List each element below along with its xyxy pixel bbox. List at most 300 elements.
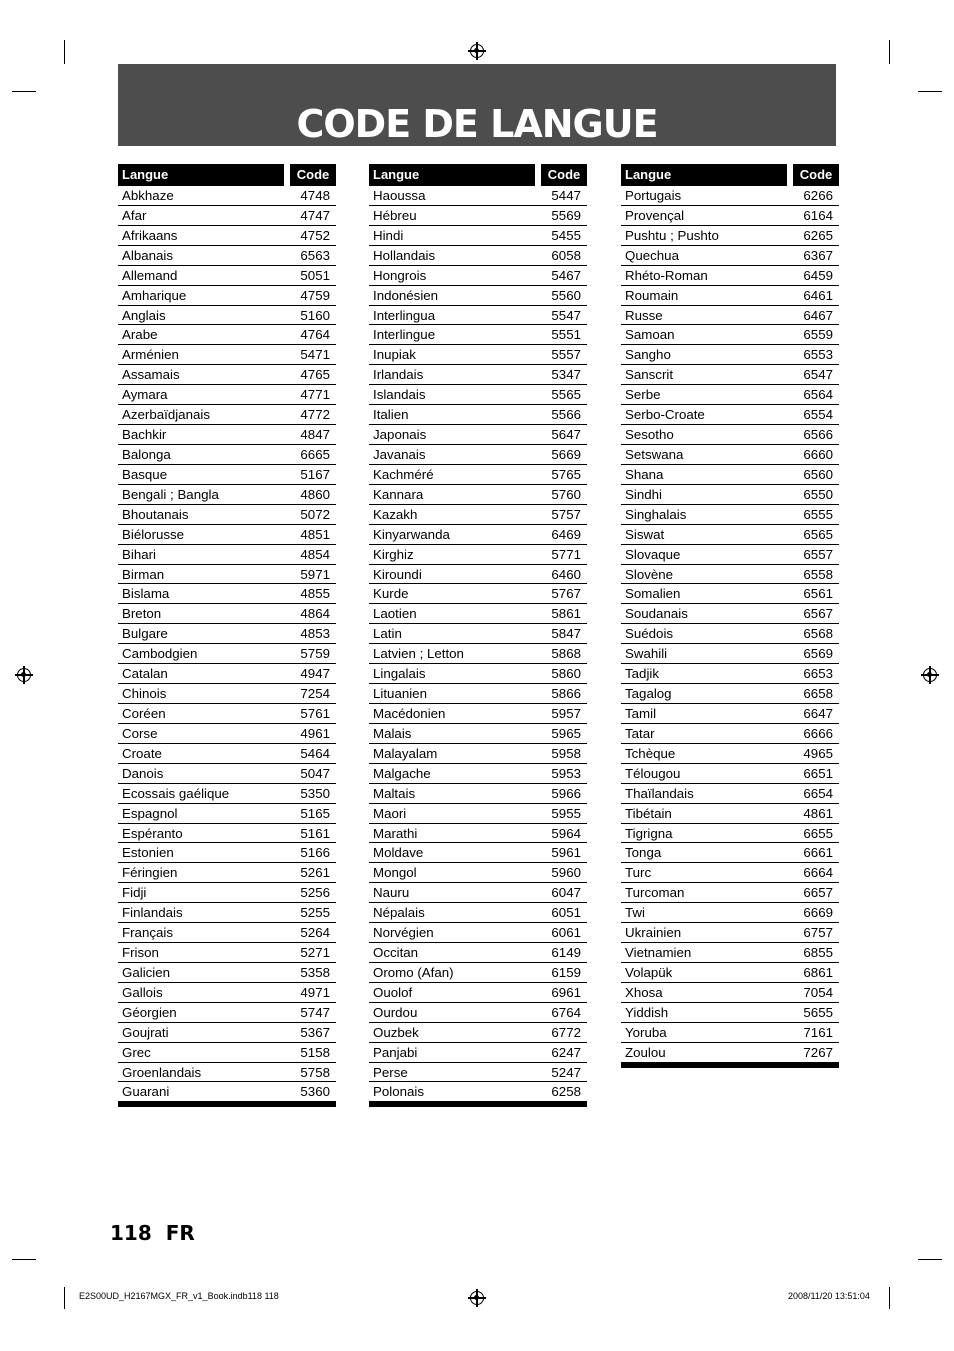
table-row xyxy=(369,664,587,684)
language-name: Tibétain xyxy=(625,805,672,821)
table-row xyxy=(369,325,587,345)
table-row xyxy=(118,286,336,306)
table-row xyxy=(118,226,336,246)
language-name: Yiddish xyxy=(625,1004,669,1020)
language-code: 5771 xyxy=(551,546,581,562)
language-name: Latvien ; Letton xyxy=(373,646,464,662)
crop-mark xyxy=(918,91,942,92)
language-name: Maori xyxy=(373,805,407,821)
language-code: 6558 xyxy=(803,566,833,582)
language-name: Cambodgien xyxy=(122,646,198,662)
language-name: Breton xyxy=(122,606,162,622)
table-row xyxy=(118,704,336,724)
language-name: Allemand xyxy=(122,267,178,283)
language-code: 4855 xyxy=(300,586,330,602)
language-code: 5271 xyxy=(300,945,330,961)
language-code: 6467 xyxy=(803,307,833,323)
table-row xyxy=(621,565,839,585)
table-row xyxy=(369,804,587,824)
registration-mark-icon xyxy=(17,668,31,682)
language-code: 7161 xyxy=(803,1024,833,1040)
language-name: Tatar xyxy=(625,725,655,741)
table-row xyxy=(621,405,839,425)
language-code: 5360 xyxy=(300,1084,330,1100)
language-code: 5347 xyxy=(551,367,581,383)
table-row xyxy=(621,624,839,644)
language-code: 5264 xyxy=(300,925,330,941)
language-code: 4961 xyxy=(300,725,330,741)
table-row xyxy=(369,843,587,863)
table-row xyxy=(621,226,839,246)
table-row xyxy=(118,565,336,585)
language-code: 5358 xyxy=(300,964,330,980)
language-code: 6764 xyxy=(551,1004,581,1020)
table-row xyxy=(369,565,587,585)
table-row xyxy=(369,584,587,604)
language-code: 5047 xyxy=(300,765,330,781)
table-row xyxy=(369,604,587,624)
language-code: 5958 xyxy=(551,745,581,761)
language-code: 5758 xyxy=(300,1064,330,1080)
language-name: Turc xyxy=(625,865,652,881)
language-name: Setswana xyxy=(625,446,684,462)
language-code: 4747 xyxy=(300,207,330,223)
language-name: Quechua xyxy=(625,247,679,263)
language-code: 5765 xyxy=(551,466,581,482)
language-code: 5261 xyxy=(300,865,330,881)
language-code: 6658 xyxy=(803,686,833,702)
table-row xyxy=(369,286,587,306)
footer-file-info: E2S00UD_H2167MGX_FR_v1_Book.indb118 118 xyxy=(79,1291,279,1301)
language-name: Suédois xyxy=(625,626,674,642)
language-code: 6051 xyxy=(551,905,581,921)
language-name: Finlandais xyxy=(122,905,183,921)
language-code: 5966 xyxy=(551,785,581,801)
language-name: Yoruba xyxy=(625,1024,667,1040)
table-row xyxy=(369,226,587,246)
page-language: FR xyxy=(165,1221,195,1245)
table-row xyxy=(118,545,336,565)
language-code: 5757 xyxy=(551,506,581,522)
language-name: Afar xyxy=(122,207,147,223)
language-name: Kachméré xyxy=(373,466,434,482)
language-code: 5447 xyxy=(551,188,581,203)
language-code: 4752 xyxy=(300,227,330,243)
language-code: 6757 xyxy=(803,925,833,941)
language-name: Xhosa xyxy=(625,984,663,1000)
language-name: Anglais xyxy=(122,307,166,323)
table-row xyxy=(118,963,336,983)
header-langue: Langue xyxy=(621,164,787,186)
language-code: 6164 xyxy=(803,207,833,223)
language-name: Irlandais xyxy=(373,367,424,383)
language-name: Javanais xyxy=(373,446,426,462)
language-name: Macédonien xyxy=(373,705,446,721)
table-row xyxy=(118,724,336,744)
table-end-bar xyxy=(118,1102,336,1107)
table-row xyxy=(621,684,839,704)
language-code: 4772 xyxy=(300,407,330,423)
table-row xyxy=(621,744,839,764)
language-name: Abkhaze xyxy=(122,188,174,203)
table-row xyxy=(621,843,839,863)
table-row xyxy=(118,604,336,624)
language-code: 6555 xyxy=(803,506,833,522)
table-row xyxy=(621,804,839,824)
crop-mark xyxy=(889,1287,890,1309)
language-code: 5866 xyxy=(551,686,581,702)
language-name: Kirghiz xyxy=(373,546,414,562)
language-name: Oromo (Afan) xyxy=(373,964,454,980)
language-name: Hébreu xyxy=(373,207,417,223)
language-name: Guarani xyxy=(122,1084,170,1100)
language-code: 5569 xyxy=(551,207,581,223)
language-name: Tamil xyxy=(625,705,657,721)
language-name: Sangho xyxy=(625,347,671,363)
language-name: Hollandais xyxy=(373,247,436,263)
language-name: Tchèque xyxy=(625,745,676,761)
header-code: Code xyxy=(541,164,587,186)
language-name: Provençal xyxy=(625,207,685,223)
language-code: 5861 xyxy=(551,606,581,622)
language-name: Malayalam xyxy=(373,745,438,761)
table-row xyxy=(369,824,587,844)
language-name: Espéranto xyxy=(122,825,183,841)
language-name: Twi xyxy=(625,905,645,921)
table-row xyxy=(621,704,839,724)
table-row xyxy=(118,525,336,545)
table-row xyxy=(369,385,587,405)
language-name: Swahili xyxy=(625,646,668,662)
language-name: Bachkir xyxy=(122,427,167,443)
table-row xyxy=(369,1063,587,1083)
table-row xyxy=(369,246,587,266)
language-code: 6149 xyxy=(551,945,581,961)
table-row xyxy=(369,624,587,644)
table-header xyxy=(369,164,587,186)
language-name: Serbe xyxy=(625,387,661,403)
language-name: Amharique xyxy=(122,287,187,303)
language-code: 6564 xyxy=(803,387,833,403)
language-code: 5464 xyxy=(300,745,330,761)
table-row xyxy=(621,286,839,306)
table-row xyxy=(621,824,839,844)
table-row xyxy=(369,345,587,365)
language-code: 6561 xyxy=(803,586,833,602)
page-title: CODE DE LANGUE xyxy=(296,102,658,146)
language-code: 6554 xyxy=(803,407,833,423)
language-name: Interlingue xyxy=(373,327,436,343)
table-row xyxy=(621,883,839,903)
language-name: Catalan xyxy=(122,666,168,682)
language-name: Danois xyxy=(122,765,164,781)
table-header xyxy=(621,164,839,186)
language-name: Inupiak xyxy=(373,347,416,363)
language-code: 4853 xyxy=(300,626,330,642)
language-code: 5161 xyxy=(300,825,330,841)
language-name: Birman xyxy=(122,566,165,582)
table-row xyxy=(369,485,587,505)
table-row xyxy=(369,903,587,923)
table-row xyxy=(118,345,336,365)
header-langue: Langue xyxy=(118,164,284,186)
language-name: Azerbaïdjanais xyxy=(122,407,210,423)
language-code: 5566 xyxy=(551,407,581,423)
table-row xyxy=(621,465,839,485)
language-name: Islandais xyxy=(373,387,426,403)
table-row xyxy=(369,744,587,764)
table-row xyxy=(118,465,336,485)
table-row xyxy=(118,923,336,943)
language-name: Haoussa xyxy=(373,188,426,203)
language-code: 6660 xyxy=(803,446,833,462)
language-name: Tagalog xyxy=(625,686,672,702)
language-name: Frison xyxy=(122,945,159,961)
language-code: 6469 xyxy=(551,526,581,542)
table-row xyxy=(621,1043,839,1063)
table-row xyxy=(118,824,336,844)
language-code: 4971 xyxy=(300,984,330,1000)
table-row xyxy=(621,1023,839,1043)
table-row xyxy=(118,943,336,963)
table-row xyxy=(621,963,839,983)
table-end-bar xyxy=(369,1102,587,1107)
language-name: Afrikaans xyxy=(122,227,178,243)
table-row xyxy=(621,923,839,943)
language-name: Assamais xyxy=(122,367,180,383)
language-code: 6657 xyxy=(803,885,833,901)
table-row xyxy=(621,525,839,545)
language-name: Siswat xyxy=(625,526,665,542)
crop-mark xyxy=(12,91,36,92)
language-name: Biélorusse xyxy=(122,526,185,542)
language-code: 6565 xyxy=(803,526,833,542)
language-code: 6651 xyxy=(803,765,833,781)
language-table-3 xyxy=(621,164,839,1068)
language-code: 5961 xyxy=(551,845,581,861)
language-code: 5166 xyxy=(300,845,330,861)
language-code: 6861 xyxy=(803,964,833,980)
language-name: Lingalais xyxy=(373,666,426,682)
table-row xyxy=(621,1003,839,1023)
language-name: Bulgare xyxy=(122,626,168,642)
table-row xyxy=(369,266,587,286)
table-row xyxy=(118,385,336,405)
language-code: 5565 xyxy=(551,387,581,403)
table-row xyxy=(118,266,336,286)
language-name: Roumain xyxy=(625,287,679,303)
language-name: Hindi xyxy=(373,227,404,243)
language-code: 5669 xyxy=(551,446,581,462)
language-code: 6559 xyxy=(803,327,833,343)
table-row xyxy=(621,385,839,405)
language-code: 5051 xyxy=(300,267,330,283)
table-row xyxy=(369,863,587,883)
table-row xyxy=(621,186,839,206)
language-code: 5964 xyxy=(551,825,581,841)
language-name: Singhalais xyxy=(625,506,687,522)
language-name: Balonga xyxy=(122,446,171,462)
language-name: Basque xyxy=(122,466,168,482)
table-row xyxy=(118,804,336,824)
table-row xyxy=(621,983,839,1003)
language-name: Sesotho xyxy=(625,427,674,443)
language-code: 5072 xyxy=(300,506,330,522)
language-code: 6547 xyxy=(803,367,833,383)
table-row xyxy=(118,505,336,525)
language-name: Ukrainien xyxy=(625,925,682,941)
table-header xyxy=(118,164,336,186)
table-row xyxy=(118,843,336,863)
table-row xyxy=(621,206,839,226)
language-name: Coréen xyxy=(122,705,166,721)
language-name: Bengali ; Bangla xyxy=(122,486,219,502)
table-row xyxy=(369,425,587,445)
table-row xyxy=(621,266,839,286)
table-row xyxy=(369,206,587,226)
language-code: 5655 xyxy=(803,1004,833,1020)
table-row xyxy=(621,604,839,624)
language-name: Tadjik xyxy=(625,666,659,682)
table-row xyxy=(621,306,839,326)
table-row xyxy=(621,505,839,525)
language-name: Serbo-Croate xyxy=(625,407,705,423)
language-code: 6258 xyxy=(551,1084,581,1100)
language-code: 4861 xyxy=(803,805,833,821)
language-name: Somalien xyxy=(625,586,681,602)
language-table-1 xyxy=(118,164,336,1107)
registration-mark-icon xyxy=(470,1291,484,1305)
language-name: Perse xyxy=(373,1064,408,1080)
language-name: Sanscrit xyxy=(625,367,674,383)
language-code: 7054 xyxy=(803,984,833,1000)
table-row xyxy=(118,186,336,206)
language-code: 6266 xyxy=(803,188,833,203)
language-name: Shana xyxy=(625,466,664,482)
language-code: 6567 xyxy=(803,606,833,622)
table-row xyxy=(621,425,839,445)
language-code: 5767 xyxy=(551,586,581,602)
language-name: Bhoutanais xyxy=(122,506,189,522)
language-name: Slovaque xyxy=(625,546,681,562)
crop-mark xyxy=(12,1259,36,1260)
language-name: Kazakh xyxy=(373,506,418,522)
language-code: 4864 xyxy=(300,606,330,622)
language-name: Féringien xyxy=(122,865,178,881)
language-code: 6061 xyxy=(551,925,581,941)
table-row xyxy=(621,325,839,345)
language-code: 5847 xyxy=(551,626,581,642)
language-name: Thaïlandais xyxy=(625,785,694,801)
table-row xyxy=(118,684,336,704)
language-name: Polonais xyxy=(373,1084,425,1100)
language-code: 5455 xyxy=(551,227,581,243)
language-code: 6647 xyxy=(803,705,833,721)
language-code: 5367 xyxy=(300,1024,330,1040)
table-row xyxy=(118,664,336,684)
language-code: 6047 xyxy=(551,885,581,901)
language-table-2 xyxy=(369,164,587,1107)
table-row xyxy=(369,365,587,385)
table-row xyxy=(118,306,336,326)
language-code: 6459 xyxy=(803,267,833,283)
table-row xyxy=(369,963,587,983)
language-code: 5971 xyxy=(300,566,330,582)
table-row xyxy=(621,863,839,883)
language-code: 6563 xyxy=(300,247,330,263)
language-name: Goujrati xyxy=(122,1024,169,1040)
language-name: Français xyxy=(122,925,173,941)
table-row xyxy=(369,1003,587,1023)
language-code: 5467 xyxy=(551,267,581,283)
language-code: 5256 xyxy=(300,885,330,901)
table-row xyxy=(118,1023,336,1043)
language-code: 5747 xyxy=(300,1004,330,1020)
language-name: Soudanais xyxy=(625,606,688,622)
language-code: 6655 xyxy=(803,825,833,841)
table-row xyxy=(369,724,587,744)
language-code: 6568 xyxy=(803,626,833,642)
page-number-label xyxy=(110,1220,195,1246)
language-code: 6058 xyxy=(551,247,581,263)
language-code: 7254 xyxy=(300,686,330,702)
language-code: 6460 xyxy=(551,566,581,582)
language-code: 6772 xyxy=(551,1024,581,1040)
language-code: 5965 xyxy=(551,725,581,741)
language-name: Tonga xyxy=(625,845,662,861)
language-name: Malgache xyxy=(373,765,431,781)
language-code: 5957 xyxy=(551,705,581,721)
language-code: 6669 xyxy=(803,905,833,921)
crop-mark xyxy=(64,40,65,64)
table-row xyxy=(118,365,336,385)
language-name: Lituanien xyxy=(373,686,427,702)
table-row xyxy=(118,883,336,903)
table-row xyxy=(118,1003,336,1023)
header-code: Code xyxy=(793,164,839,186)
title-banner xyxy=(118,64,836,146)
language-name: Ouolof xyxy=(373,984,413,1000)
language-code: 5760 xyxy=(551,486,581,502)
table-row xyxy=(118,246,336,266)
table-row xyxy=(369,943,587,963)
table-row xyxy=(118,584,336,604)
table-row xyxy=(369,883,587,903)
table-row xyxy=(621,584,839,604)
table-row xyxy=(369,186,587,206)
language-code: 4748 xyxy=(300,188,330,203)
table-row xyxy=(118,644,336,664)
language-code: 5955 xyxy=(551,805,581,821)
language-code: 4947 xyxy=(300,666,330,682)
language-name: Tigrigna xyxy=(625,825,673,841)
crop-mark xyxy=(64,1287,65,1309)
language-name: Ecossais gaélique xyxy=(122,785,230,801)
language-code: 5860 xyxy=(551,666,581,682)
table-row xyxy=(621,345,839,365)
table-row xyxy=(369,445,587,465)
language-name: Grec xyxy=(122,1044,151,1060)
registration-mark-icon xyxy=(470,44,484,58)
table-row xyxy=(369,784,587,804)
language-name: Ouzbek xyxy=(373,1024,419,1040)
crop-mark xyxy=(889,40,890,64)
table-row xyxy=(369,1043,587,1063)
language-code: 4759 xyxy=(300,287,330,303)
language-code: 4847 xyxy=(300,427,330,443)
table-row xyxy=(369,306,587,326)
table-row xyxy=(369,644,587,664)
